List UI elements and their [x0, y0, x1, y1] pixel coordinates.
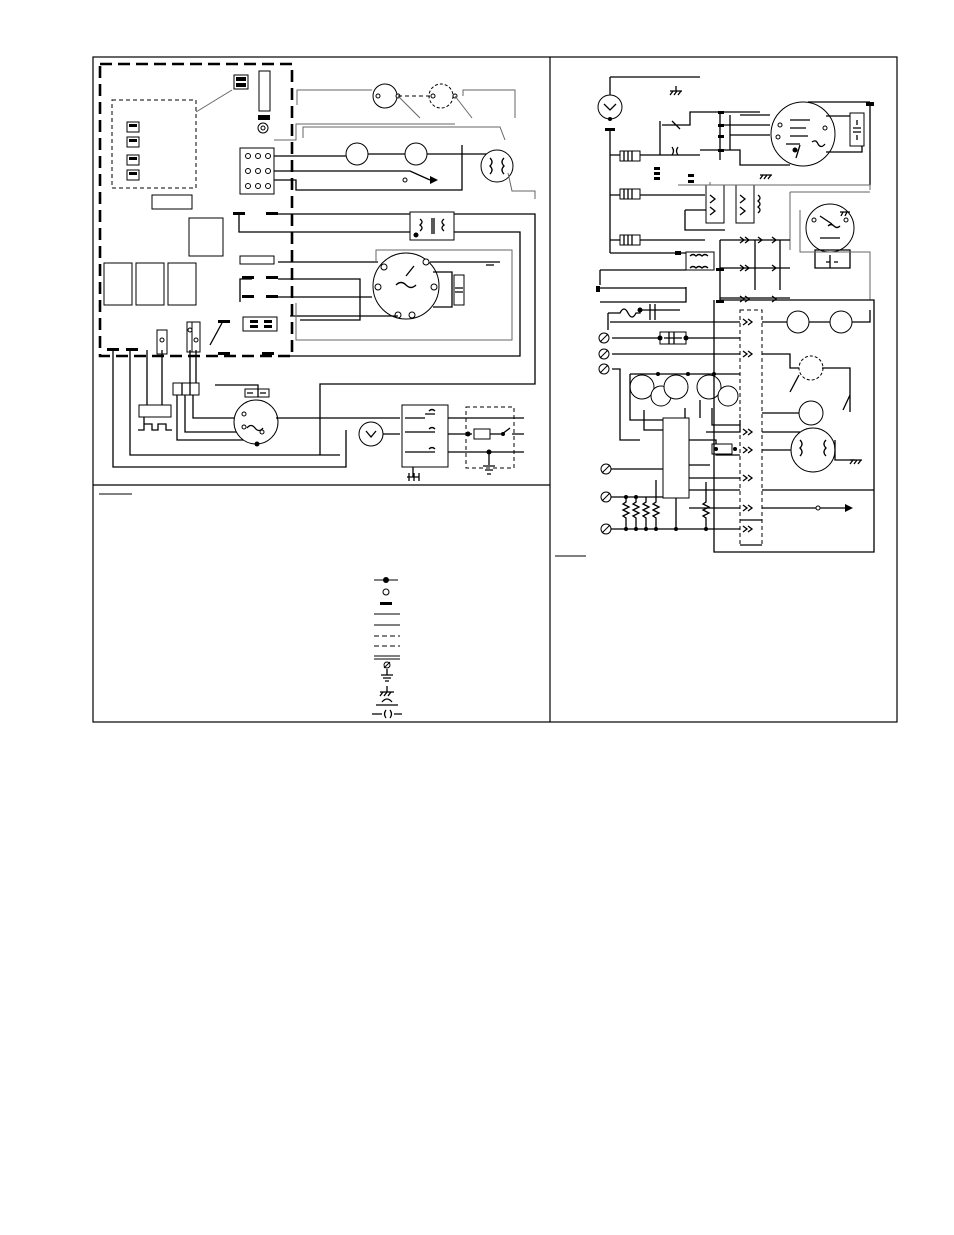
status-led-icon — [697, 375, 721, 399]
quick-connect-icon — [380, 602, 392, 605]
screw-terminal-icon — [599, 364, 609, 374]
pressure-switch-icon — [830, 311, 852, 333]
relay-coil-block — [736, 185, 754, 223]
limit-switch-icon — [799, 401, 823, 425]
status-led-icon — [664, 375, 688, 399]
chassis-ground-icon — [760, 175, 772, 179]
chassis-ground-icon — [670, 86, 682, 95]
inducer-motor-icon — [791, 428, 835, 472]
status-led-icon — [718, 386, 738, 406]
chassis-ground-icon — [380, 686, 394, 696]
plug-connector-column — [743, 319, 752, 532]
control-module-block — [663, 418, 689, 498]
plug-connector-column — [740, 237, 776, 302]
pressure-switch-icon — [787, 311, 809, 333]
junction-dot-icon — [374, 577, 398, 583]
jumper-block — [243, 317, 277, 331]
earth-ground-icon — [483, 466, 495, 474]
door-switch-icon — [598, 95, 622, 119]
rectifier-block — [173, 383, 199, 395]
arrow-icon — [430, 176, 438, 184]
arrow-icon — [845, 504, 853, 512]
relay-contact-block — [620, 189, 640, 199]
capacitor-bank — [104, 263, 132, 305]
screw-terminal-icon — [601, 464, 611, 474]
legend-panel — [99, 494, 586, 718]
relay-block — [240, 256, 274, 264]
capacitor-bank — [136, 263, 164, 305]
screw-terminal-icon — [599, 333, 609, 343]
relay-contact-block — [620, 235, 640, 245]
status-led-icon — [630, 375, 654, 399]
chassis-ground-icon — [850, 460, 862, 464]
relay-block — [189, 218, 223, 256]
limit-switch-icon — [799, 356, 823, 380]
run-capacitor-icon — [850, 113, 864, 146]
screw-terminal-icon — [599, 349, 609, 359]
igniter-block — [139, 405, 171, 417]
relay-block — [152, 195, 192, 209]
door-switch-icon — [359, 422, 383, 446]
inducer-motor-icon — [806, 204, 854, 252]
inducer-motor-icon — [481, 150, 513, 182]
open-terminal-icon — [383, 589, 389, 595]
screw-terminal-icon — [601, 524, 611, 534]
relay-coil-block — [706, 185, 724, 223]
pressure-switch-icon — [405, 143, 427, 165]
screw-terminal-icon — [374, 656, 400, 668]
plug-receptacle-icon — [372, 710, 402, 718]
status-led-strip — [259, 71, 270, 111]
capacitor-bank — [168, 263, 196, 305]
ladder-diagram-panel — [596, 77, 874, 552]
run-capacitor-icon — [454, 275, 464, 305]
screw-terminal-icon — [601, 492, 611, 502]
switch-contact-icon — [376, 699, 398, 705]
fuse-icon — [474, 429, 490, 439]
connection-diagram-panel — [100, 64, 535, 481]
pressure-switch-icon — [346, 143, 368, 165]
blower-motor-icon — [771, 102, 835, 166]
dip-switch-area — [112, 100, 196, 188]
relay-contact-block — [620, 151, 640, 161]
gas-valve-icon — [234, 400, 278, 444]
earth-ground-icon — [381, 669, 393, 681]
